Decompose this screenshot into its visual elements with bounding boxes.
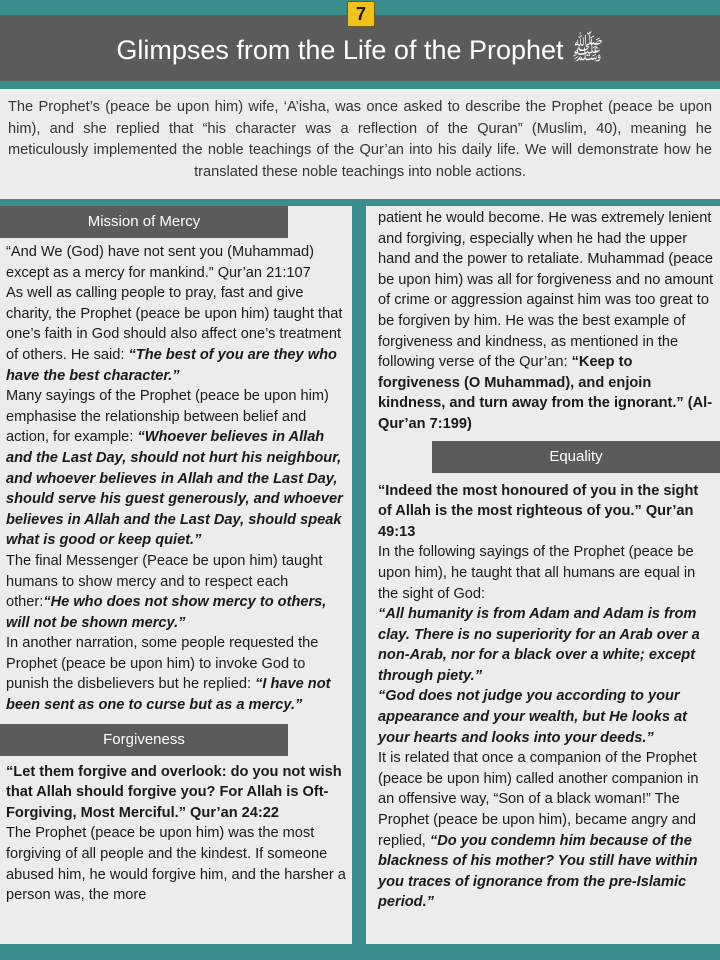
footer-bar: [0, 944, 720, 960]
mercy-verse: “And We (God) have not sent you (Muhammad) except as a mercy for mankind.” Qur’an 21:107: [6, 244, 314, 281]
hadith-quote: “The best of you are they who have the best character.”: [6, 346, 337, 384]
mercy-paragraph: As well as calling people to pray, fast and give charity, the Prophet (peace be upon him) taught that one’s faith in God should also affect one’s treatment of others. He said: “The best of you are they who have the best character.”: [6, 285, 343, 384]
mercy-paragraph: The final Messenger (Peace be upon him) taught humans to show mercy and to respect each other:“He who does not show mercy to others, will not be shown mercy.”: [6, 552, 327, 631]
equality-verse: “Indeed the most honoured of you in the sight of Allah is the most righteous of you.” Qur’an 49:13: [378, 482, 699, 540]
section-heading-equality: Equality: [432, 441, 720, 473]
mercy-paragraph: Many sayings of the Prophet (peace be upon him) emphasise the relationship between belief and action, for example: “Whoever believes in Allah and the Last Day, should not hurt his neighbour, and whoever believes in Allah and the Last Day, should serve his guest generously, and whoever believes in Allah and the Last Day, should speak what is good or keep quiet.”: [6, 388, 343, 549]
section-heading-mercy: Mission of Mercy: [0, 206, 288, 238]
right-column: [366, 206, 720, 944]
hadith-quote: “He who does not show mercy to others, will not be shown mercy.”: [6, 594, 327, 631]
equality-paragraph: It is related that once a companion of the Prophet (peace be upon him) called another companion in an offensive way, “Son of a black woman!” The Prophet (peace be upon him), became angry and replied, “Do you condemn him because of the blackness of his mother? You still have within you traces of ignorance from the pre-Islamic period.”: [378, 750, 699, 911]
hadith-quote: “I have not been sent as one to curse but as a mercy.”: [6, 676, 331, 714]
forgiveness-paragraph: The Prophet (peace be upon him) was the most forgiving of all people and the kindest. If someone abused him, he would forgive him, and the harsher a person was, the more: [6, 825, 346, 904]
left-column: [0, 206, 352, 944]
intro-panel: [0, 89, 720, 199]
equality-section: [366, 473, 720, 913]
mercy-section: [0, 238, 352, 716]
page-title: Glimpses from the Life of the Prophet ﷺ: [116, 35, 604, 65]
forgiveness-verse: “Let them forgive and overlook: do you not wish that Allah should forgive you? For Allah is Oft-Forgiving, Most Merciful.” Qur’an 24:22: [6, 763, 342, 821]
forgiveness-section: [0, 756, 352, 906]
quran-quote: “Keep to forgiveness (O Muhammad), and enjoin kindness, and turn away from the ignorant.” (Al-Qur’an 7:199): [378, 354, 713, 432]
forgiveness-continued: [366, 206, 720, 435]
section-heading-forgiveness: Forgiveness: [0, 724, 288, 756]
page-number-badge: 7: [347, 1, 375, 27]
hadith-quote: “Whoever believes in Allah and the Last Day, should not hurt his neighbour, and whoever believes in Allah and the Last Day, should serve his guest generously, and whoever believes in Allah and the Last Day, should speak what is good or keep quiet.”: [6, 429, 343, 549]
hadith-quote: “All humanity is from Adam and Adam is from clay. There is no superiority for an Arab over a non-Arab, nor for a black over a white; except through piety.”: [378, 606, 700, 684]
hadith-quote: “God does not judge you according to your appearance and your wealth, but He looks at your hearts and looks into your deeds.”: [378, 688, 687, 746]
mercy-paragraph: In another narration, some people requested the Prophet (peace be upon him) to invoke God to punish the disbelievers but he replied: “I have not been sent as one to curse but as a mercy.”: [6, 635, 331, 714]
forgiveness-paragraph: patient he would become. He was extremely lenient and forgiving, especially when he had the upper hand and the power to retaliate. Muhammad (peace be upon him) was all for forgiveness and no amount of crime or aggression against him was too great to be forgiven by him. He was the best example of forgiveness and kindness, as mentioned in the following verse of the Qur’an: “Keep to forgiveness (O Muhammad), and enjoin kindness, and turn away from the ignorant.” (Al-Qur’an 7:199): [378, 210, 714, 432]
equality-paragraph: In the following sayings of the Prophet (peace be upon him), he taught that all humans are equal in the sight of God:: [378, 544, 696, 602]
hadith-quote: “Do you condemn him because of the blackness of his mother? You still have within you traces of ignorance from the pre-Islamic period.”: [378, 832, 698, 911]
intro-text: The Prophet’s (peace be upon him) wife, ‘A’isha, was once asked to describe the Prophet (peace be upon him), and she replied that “his character was a reflection of the Quran” (Muslim, 40), meaning he meticulously implemented the noble teachings of the Qur’an into his daily life. We will demonstrate how he translated these noble teachings into noble actions.: [8, 99, 712, 180]
